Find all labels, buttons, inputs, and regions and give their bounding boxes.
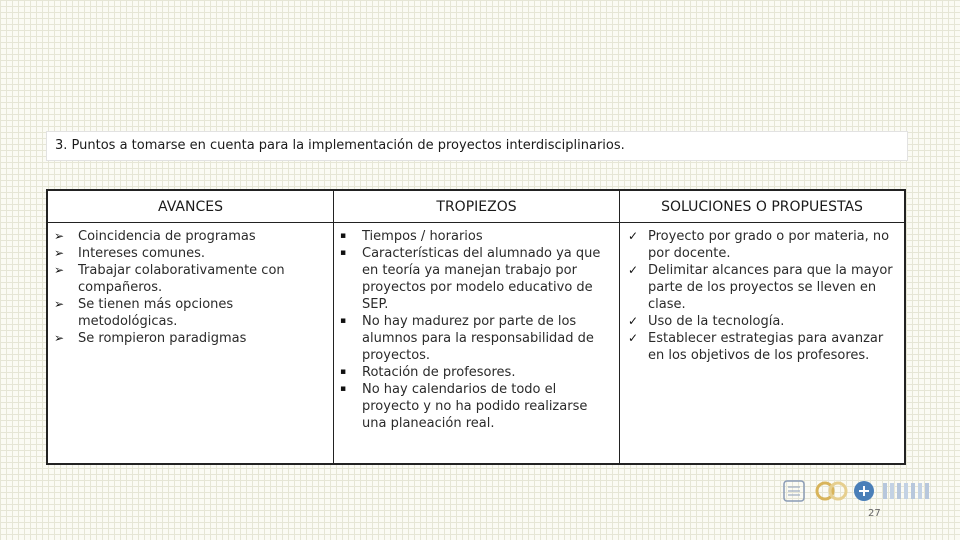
- square-bullet-icon: ▪: [340, 231, 347, 241]
- list-item: [620, 330, 904, 364]
- anniversary-logo-icon: [814, 479, 848, 503]
- square-bullet-icon: ▪: [340, 248, 347, 258]
- list-item-text: Características del alumnado ya que en teoría ya manejan trabajo por proyectos por modelo educativo de SEP.: [362, 246, 601, 312]
- list-item: [620, 228, 904, 262]
- avances-cell: [48, 223, 334, 463]
- square-bullet-icon: ▪: [340, 316, 347, 326]
- list-item-text: Se rompieron paradigmas: [78, 331, 247, 346]
- arrow-bullet-icon: ➢: [54, 229, 65, 243]
- checkmark-bullet-icon: ✓: [628, 263, 639, 277]
- institution-logos: [782, 479, 934, 505]
- list-item-text: Rotación de profesores.: [362, 365, 516, 380]
- list-item: [48, 330, 333, 347]
- program-logo-icon: [882, 479, 932, 503]
- list-item-text: Trabajar colaborativamente con compañeros.: [78, 263, 285, 295]
- list-item: [334, 228, 619, 245]
- list-item: [620, 262, 904, 313]
- slide-heading: 3. Puntos a tomarse en cuenta para la implementación de proyectos interdisciplinarios.: [46, 131, 908, 161]
- list-item: [334, 364, 619, 381]
- arrow-bullet-icon: ➢: [54, 297, 65, 311]
- soluciones-list: [620, 228, 904, 364]
- column-header-avances: AVANCES: [48, 191, 334, 223]
- list-item-text: Tiempos / horarios: [362, 229, 483, 244]
- tropiezos-cell: [334, 223, 620, 463]
- list-item-text: Uso de la tecnología.: [648, 314, 785, 329]
- list-item: [334, 381, 619, 432]
- list-item-text: No hay calendarios de todo el proyecto y no ha podido realizarse una planeación real.: [362, 382, 588, 431]
- checkmark-bullet-icon: ✓: [628, 314, 639, 328]
- tropiezos-list: [334, 228, 619, 432]
- avances-list: [48, 228, 333, 347]
- list-item: [48, 245, 333, 262]
- list-item-text: Se tienen más opciones metodológicas.: [78, 297, 234, 329]
- list-item: [334, 245, 619, 313]
- list-item-text: Establecer estrategias para avanzar en los objetivos de los profesores.: [648, 331, 884, 363]
- list-item: [48, 228, 333, 245]
- points-table: [46, 189, 906, 465]
- soluciones-cell: [620, 223, 904, 463]
- list-item: [620, 313, 904, 330]
- list-item-text: Coincidencia de programas: [78, 229, 256, 244]
- square-bullet-icon: ▪: [340, 367, 347, 377]
- list-item: [48, 296, 333, 330]
- arrow-bullet-icon: ➢: [54, 246, 65, 260]
- ccadet-logo-icon: [852, 479, 876, 503]
- column-header-soluciones: SOLUCIONES O PROPUESTAS: [620, 191, 904, 223]
- list-item-text: No hay madurez por parte de los alumnos para la responsabilidad de proyectos.: [362, 314, 594, 363]
- column-header-tropiezos: TROPIEZOS: [334, 191, 620, 223]
- checkmark-bullet-icon: ✓: [628, 229, 639, 243]
- page-number: 27: [868, 508, 881, 519]
- unam-seal-icon: [782, 479, 806, 503]
- list-item: [334, 313, 619, 364]
- list-item-text: Intereses comunes.: [78, 246, 206, 261]
- list-item-text: Delimitar alcances para que la mayor parte de los proyectos se lleven en clase.: [648, 263, 893, 312]
- arrow-bullet-icon: ➢: [54, 331, 65, 345]
- arrow-bullet-icon: ➢: [54, 263, 65, 277]
- checkmark-bullet-icon: ✓: [628, 331, 639, 345]
- square-bullet-icon: ▪: [340, 384, 347, 394]
- list-item: [48, 262, 333, 296]
- list-item-text: Proyecto por grado o por materia, no por docente.: [648, 229, 890, 261]
